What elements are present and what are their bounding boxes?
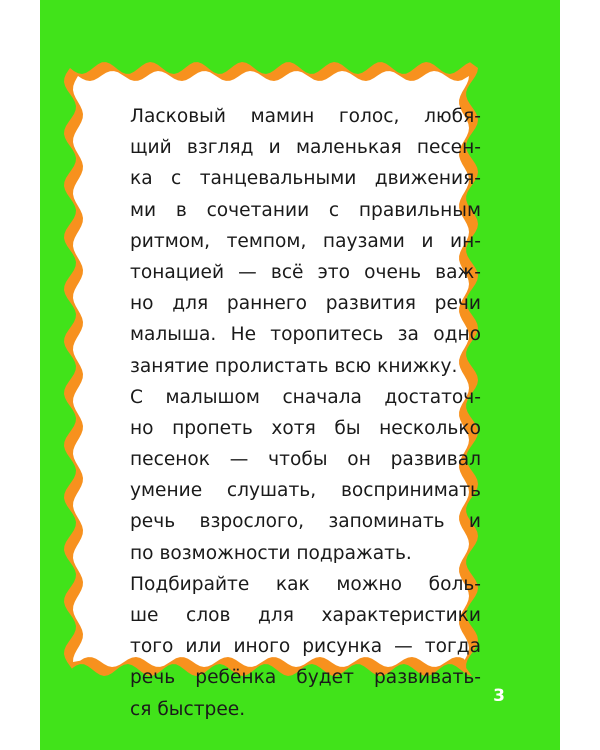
text-line: речь взрослого, запоминать и	[130, 511, 481, 533]
text-line: речь ребёнка будет развивать-	[130, 667, 481, 689]
text-line: но для раннего развития речи	[130, 293, 481, 315]
text-line: по возможности подражать.	[130, 542, 412, 564]
text-line: С малышом сначала достаточ-	[130, 386, 481, 408]
text-line: Подбирайте как можно боль-	[130, 573, 481, 595]
text-line: умение слушать, воспринимать	[130, 480, 481, 502]
page-number: 3	[493, 686, 505, 706]
text-line: Ласковый мамин голос, любя-	[130, 106, 481, 127]
text-line: щий взгляд и маленькая песен-	[130, 137, 481, 159]
text-line: ми в сочетании с правильным	[130, 199, 481, 221]
text-line: занятие пролистать всю книжку.	[130, 355, 458, 377]
text-line: ше слов для характеристики	[130, 605, 481, 626]
text-line: ся быстрее.	[130, 698, 246, 720]
text-line: ритмом, темпом, паузами и ин-	[130, 230, 481, 252]
text-line: тонацией — всё это очень важ-	[130, 261, 481, 283]
text-line: того или иного рисунка — тогда	[130, 636, 481, 658]
body-text	[130, 101, 481, 725]
text-line: малыша. Не торопитесь за одно	[130, 324, 481, 346]
text-line: ка с танцевальными движения-	[130, 168, 481, 190]
book-page	[40, 0, 560, 750]
text-line: песенок — чтобы он развивал	[130, 449, 481, 471]
text-line: но пропеть хотя бы несколько	[130, 417, 481, 439]
